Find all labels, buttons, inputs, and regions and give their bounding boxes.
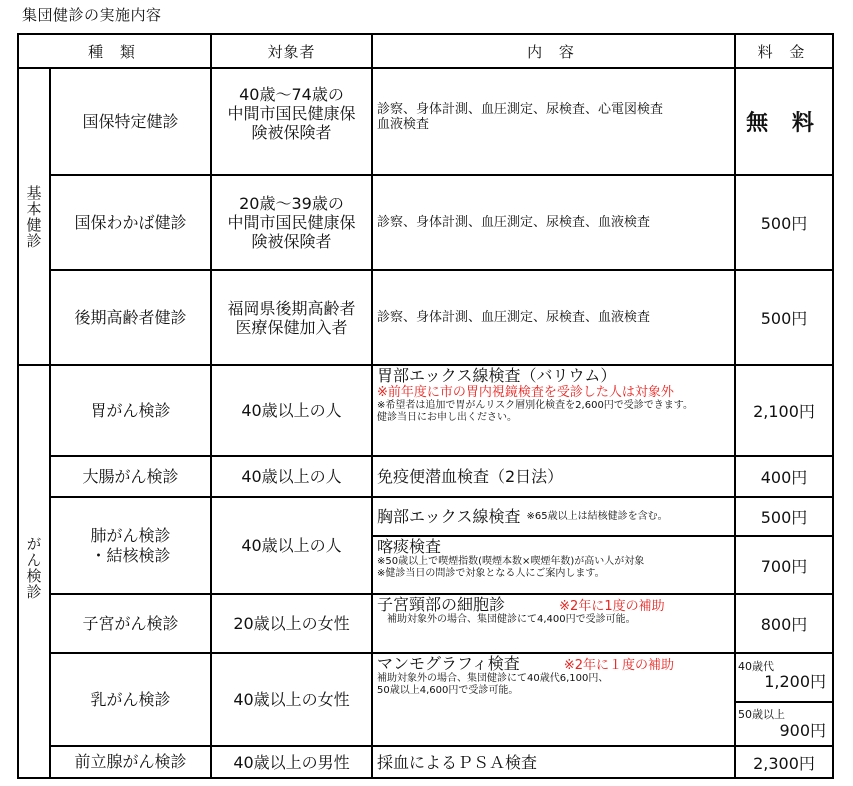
content-main: 喀痰検査 (377, 537, 442, 556)
price-cell: 400円 (760, 468, 808, 487)
kind-cell (51, 498, 210, 593)
target-line: 20歳～39歳の (239, 194, 344, 213)
content-cell (373, 595, 734, 652)
target-cell: 40歳以上の人 (241, 536, 342, 555)
content-main: 採血によるＰＳＡ検査 (377, 752, 538, 772)
content-note: 補助対象外の場合、集団健診にて40歳代6,100円、 (377, 673, 609, 684)
price-cell: 2,300円 (753, 753, 815, 773)
content-line: 血液検査 (377, 116, 430, 132)
header-target: 対象者 (267, 42, 316, 61)
target-cell (212, 176, 371, 269)
price-cell: 500円 (760, 309, 808, 328)
target-line: 40歳～74歳の (239, 85, 344, 104)
price-cell (736, 703, 832, 745)
content-cell (373, 366, 734, 455)
kind-cell: 大腸がん検診 (82, 466, 179, 486)
header-kind: 種 類 (88, 42, 141, 61)
content-cell: 診察、身体計測、血圧測定、尿検査、血液検査 (377, 310, 651, 325)
price-cell: 700円 (760, 556, 808, 576)
content-note: 健診当日にお申し出ください。 (377, 412, 517, 423)
kind-line: 肺がん検診 (90, 525, 171, 545)
content-line: 診察、身体計測、血圧測定、尿検査、心電図検査 (377, 101, 664, 117)
content-warning: ※2年に1度の補助 (559, 599, 665, 614)
content-note: ※65歳以上は結核健診を含む。 (526, 510, 668, 522)
target-cell: 20歳以上の女性 (233, 614, 350, 633)
content-cell (373, 69, 734, 174)
content-warning: ※2年に１度の補助 (563, 658, 675, 673)
target-line: 医療保健加入者 (235, 317, 348, 337)
kind-cell: 国保特定健診 (82, 111, 179, 131)
price-cell: 500円 (760, 508, 808, 527)
target-line: 険被保険者 (251, 232, 332, 251)
target-line: 中間市国民健康保 (227, 213, 356, 232)
content-cell (373, 537, 734, 593)
header-content: 内 容 (527, 42, 580, 61)
target-line: 険被保険者 (251, 123, 332, 142)
price-cell (736, 654, 832, 701)
content-main: 胸部エックス線検査 (377, 507, 521, 526)
target-cell (212, 271, 371, 364)
group-basic (19, 69, 49, 364)
content-main: 子宮頸部の細胞診 (377, 595, 506, 614)
target-cell: 40歳以上の女性 (233, 690, 350, 709)
price-label: 50歳以上 (738, 708, 785, 721)
content-cell (373, 457, 734, 496)
target-cell (212, 69, 371, 174)
price-cell: 無 料 (746, 111, 822, 136)
kind-cell: 後期高齢者健診 (74, 307, 187, 327)
content-main: マンモグラフィ検査 (377, 654, 520, 673)
price-cell: 2,100円 (753, 402, 815, 421)
content-cell (373, 747, 734, 777)
header-price: 料 金 (757, 42, 811, 61)
price-value: 1,200円 (764, 672, 826, 691)
page-title: 集団健診の実施内容 (22, 6, 162, 24)
price-label: 40歳代 (738, 660, 774, 673)
kind-cell: 乳がん検診 (90, 689, 171, 709)
content-note: ※希望者は追加で胃がんリスク層別化検査を2,600円で受診できます。 (377, 400, 694, 411)
price-value: 900円 (779, 721, 826, 740)
content-note: 補助対象外の場合、集団健診にて4,400円で受診可能。 (387, 614, 636, 625)
group-label: 基本健診 (24, 184, 43, 249)
target-line: 福岡県後期高齢者 (227, 298, 356, 318)
kind-cell: 国保わかば健診 (74, 212, 187, 232)
kind-cell: 前立腺がん検診 (74, 752, 187, 771)
price-cell: 800円 (760, 615, 808, 634)
target-cell: 40歳以上の男性 (233, 752, 350, 772)
content-note: ※50歳以上で喫煙指数(喫煙本数×喫煙年数)が高い人が対象 (377, 556, 645, 567)
kind-cell: 胃がん検診 (90, 400, 171, 420)
group-label: がん検診 (24, 536, 43, 600)
group-cancer (19, 366, 49, 777)
content-main: 免疫便潜血検査（2日法） (377, 467, 564, 486)
target-line: 中間市国民健康保 (227, 104, 356, 123)
content-note: 50歳以上4,600円で受診可能。 (377, 685, 519, 696)
content-warning: ※前年度に市の胃内視鏡検査を受診した人は対象外 (377, 385, 674, 400)
content-main: 胃部エックス線検査（バリウム） (377, 366, 617, 385)
target-cell: 40歳以上の人 (241, 401, 342, 420)
target-cell: 40歳以上の人 (241, 467, 342, 486)
content-cell: 診察、身体計測、血圧測定、尿検査、血液検査 (377, 215, 651, 230)
kind-cell: 子宮がん検診 (82, 613, 179, 633)
content-cell (373, 654, 734, 745)
price-cell: 500円 (760, 214, 808, 233)
content-note: ※健診当日の問診で対象となる人にご案内します。 (377, 568, 605, 579)
kind-line: ・結核検診 (90, 545, 171, 565)
content-cell (373, 498, 734, 535)
